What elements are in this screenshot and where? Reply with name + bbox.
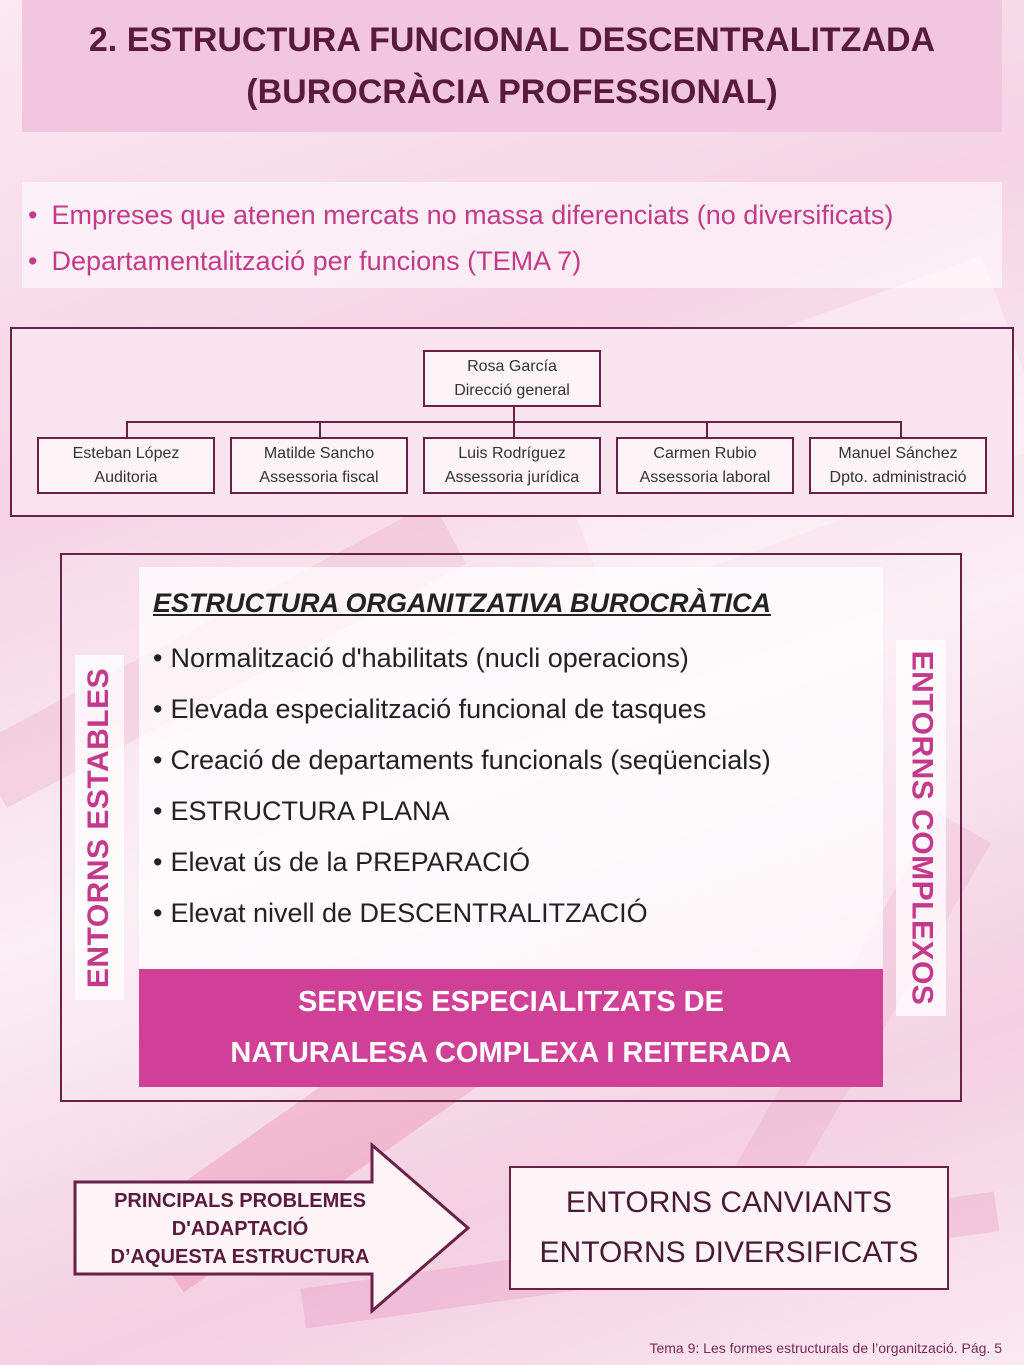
org-node-assessoria-fiscal [230, 437, 408, 494]
connector-child-2 [319, 421, 321, 437]
org-node-root [423, 350, 601, 407]
services-line-1: SERVEIS ESPECIALITZATS DE [298, 986, 724, 1018]
title-line-1: 2. ESTRUCTURA FUNCIONAL DESCENTRALITZADA [88, 21, 936, 59]
characteristic-item: • Normalització d'habilitats (nucli operacions) [153, 633, 883, 684]
org-node-assessoria-laboral [616, 437, 794, 494]
problems-label [82, 1184, 398, 1274]
org-node-role: Auditoria [94, 468, 158, 486]
problems-line-2: D'ADAPTACIÓ [171, 1218, 309, 1240]
structure-heading: ESTRUCTURA ORGANITZATIVA BUROCRÀTICA [153, 588, 771, 618]
org-node-administracio [809, 437, 987, 494]
intro-bullet: • Departamentalització per funcions (TEMA 7) [28, 238, 1002, 284]
org-node-role: Direcció general [454, 381, 570, 399]
org-node-role: Assessoria fiscal [259, 468, 379, 486]
org-node-role: Assessoria jurídica [444, 468, 580, 486]
intro-bullet: • Empreses que atenen mercats no massa diferenciats (no diversificats) [28, 192, 1002, 238]
page-footer: Tema 9: Les formes estructurals de l’organització. Pág. 5 [649, 1340, 1002, 1356]
connector-child-1 [126, 421, 128, 437]
characteristic-item: • ESTRUCTURA PLANA [153, 786, 883, 837]
org-node-role: Dpto. administració [829, 468, 967, 486]
org-node-role: Assessoria laboral [639, 468, 771, 486]
org-node-name: Esteban López [72, 444, 180, 462]
org-chart [10, 327, 1014, 517]
intro-bullet-list [22, 182, 1002, 288]
characteristic-item: • Elevat nivell de DESCENTRALITZACIÓ [153, 888, 883, 939]
services-banner [139, 969, 883, 1087]
connector-child-5 [900, 421, 902, 437]
services-line-2: NATURALESA COMPLEXA I REITERADA [230, 1037, 792, 1069]
label-entorns-estables: ENTORNS ESTABLES [75, 655, 124, 1000]
characteristic-item: • Elevada especialització funcional de tasques [153, 684, 883, 735]
org-node-name: Manuel Sánchez [838, 444, 958, 462]
org-node-name: Matilde Sancho [263, 444, 375, 462]
org-node-name: Luis Rodríguez [458, 444, 566, 462]
org-node-name: Rosa García [467, 357, 557, 375]
problems-line-1: PRINCIPALS PROBLEMES [114, 1190, 366, 1212]
connector-child-4 [706, 421, 708, 437]
environment-canviants: ENTORNS CANVIANTS [565, 1186, 893, 1219]
environments-box [509, 1166, 949, 1290]
environment-diversificats: ENTORNS DIVERSIFICATS [539, 1236, 919, 1269]
characteristics-list [153, 633, 883, 939]
characteristic-item: • Elevat ús de la PREPARACIÓ [153, 837, 883, 888]
org-node-name: Carmen Rubio [653, 444, 757, 462]
structure-characteristics [139, 567, 883, 969]
problems-line-3: D’AQUESTA ESTRUCTURA [110, 1246, 370, 1268]
characteristic-item: • Creació de departaments funcionals (seqüencials) [153, 735, 883, 786]
org-node-auditoria [37, 437, 215, 494]
org-node-assessoria-juridica [423, 437, 601, 494]
connector-child-3 [513, 421, 515, 437]
label-entorns-complexos: ENTORNS COMPLEXOS [896, 640, 946, 1016]
title-line-2: (BUROCRÀCIA PROFESSIONAL) [246, 73, 778, 111]
page-title [22, 0, 1002, 132]
